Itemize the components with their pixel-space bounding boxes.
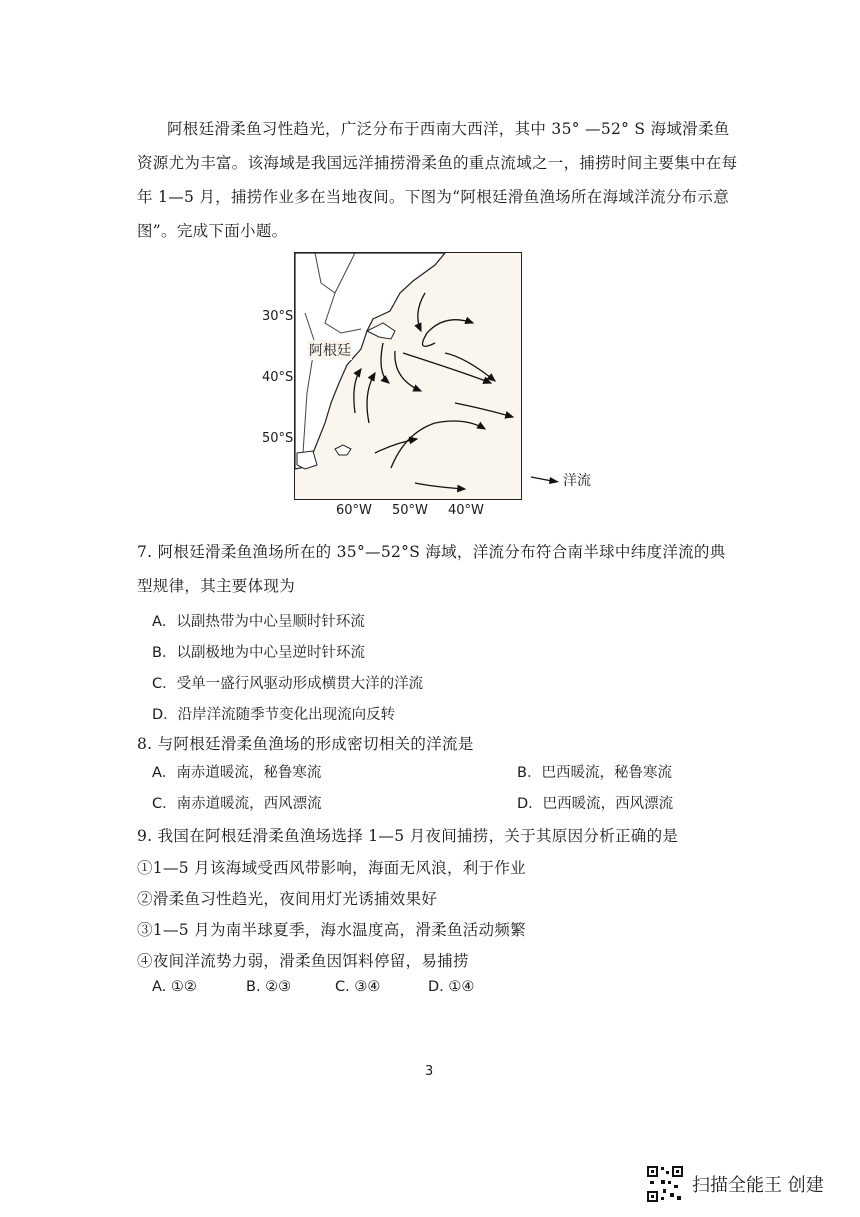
falkland-islands <box>335 445 351 455</box>
qr-code-icon <box>646 1165 684 1203</box>
lon-label-50w: 50°W <box>392 503 428 518</box>
current-east-1 <box>455 403 513 417</box>
current-gyre-north <box>423 320 474 347</box>
lat-label-30s: 30°S <box>262 309 294 324</box>
watermark-text: 扫描全能王 创建 <box>692 1175 824 1196</box>
lon-label-40w: 40°W <box>448 503 484 518</box>
current-gyre-east <box>445 353 495 381</box>
q9-option-b: B. ②③ <box>246 979 292 995</box>
legend-arrow-icon <box>530 472 560 486</box>
current-brazil <box>418 293 425 331</box>
tierra-del-fuego <box>297 451 317 469</box>
scanner-watermark <box>646 1165 824 1203</box>
q9-statement-3: ③1—5 月为南半球夏季，海水温度高，滑柔鱼活动频繁 <box>137 921 526 939</box>
q8-stem: 8. 与阿根廷滑柔鱼渔场的形成密切相关的洋流是 <box>137 735 474 753</box>
q9-stem: 9. 我国在阿根廷滑柔鱼渔场选择 1—5 月夜间捕捞，关于其原因分析正确的是 <box>137 827 679 845</box>
q7-option-d: D．沿岸洋流随季节变化出现流向反转 <box>152 707 396 723</box>
q9-option-d: D. ①④ <box>428 979 475 995</box>
current-coastal-2 <box>367 373 375 423</box>
current-south-2 <box>391 421 485 468</box>
ocean-currents <box>354 293 513 489</box>
q8-option-c: C．南赤道暖流，西风漂流 <box>152 796 322 812</box>
q7-stem-line1: 7. 阿根廷滑柔鱼渔场所在的 35°—52°S 海域，洋流分布符合南半球中纬度洋流的典 <box>137 543 726 561</box>
current-south-3 <box>415 483 465 489</box>
q8-option-a: A．南赤道暖流，秘鲁寒流 <box>152 765 322 781</box>
q8-option-d: D．巴西暖流，西风漂流 <box>517 796 674 812</box>
q9-option-a: A. ①② <box>152 979 197 995</box>
current-malvinas <box>381 343 389 383</box>
q7-option-b: B．以副极地为中心呈逆时针环流 <box>152 645 365 661</box>
q9-statement-4: ④夜间洋流势力弱，滑柔鱼因饵料停留，易捕捞 <box>137 952 469 970</box>
q7-stem-line2: 型规律，其主要体现为 <box>137 577 296 595</box>
rio-de-la-plata-coast <box>367 323 395 339</box>
south-america-land <box>295 253 445 469</box>
page-number: 3 <box>425 1064 434 1079</box>
current-coastal-1 <box>354 369 361 413</box>
map-drawing <box>295 253 521 499</box>
lat-label-50s: 50°S <box>262 431 294 446</box>
current-south-1 <box>375 439 417 453</box>
ocean-current-map <box>294 252 522 500</box>
q8-option-b: B．巴西暖流，秘鲁寒流 <box>517 765 672 781</box>
q9-option-c: C. ③④ <box>335 979 381 995</box>
lon-label-60w: 60°W <box>336 503 372 518</box>
q9-statement-1: ①1—5 月该海域受西风带影响，海面无风浪，利于作业 <box>137 859 526 877</box>
q7-option-c: C．受单一盛行风驱动形成横贯大洋的洋流 <box>152 676 424 692</box>
argentina-label: 阿根廷 <box>308 340 352 360</box>
q9-statement-2: ②滑柔鱼习性趋光，夜间用灯光诱捕效果好 <box>137 890 438 908</box>
lat-label-40s: 40°S <box>262 370 294 385</box>
intro-paragraph: 阿根廷滑柔鱼习性趋光，广泛分布于西南大西洋，其中 35° —52° S 海域滑柔鱼资源尤为丰富。该海域是我国远洋捕捞滑柔鱼的重点流域之一，捕捞时间主要集中在每年 1—5 月，捕捞作业多在当地夜间。下图为“阿根廷滑鱼渔场所在海域洋流分布示意图”。完成下面小题。 <box>137 120 738 240</box>
legend-label: 洋流 <box>563 473 591 489</box>
q7-option-a: A．以副热带为中心呈顺时针环流 <box>152 614 365 630</box>
